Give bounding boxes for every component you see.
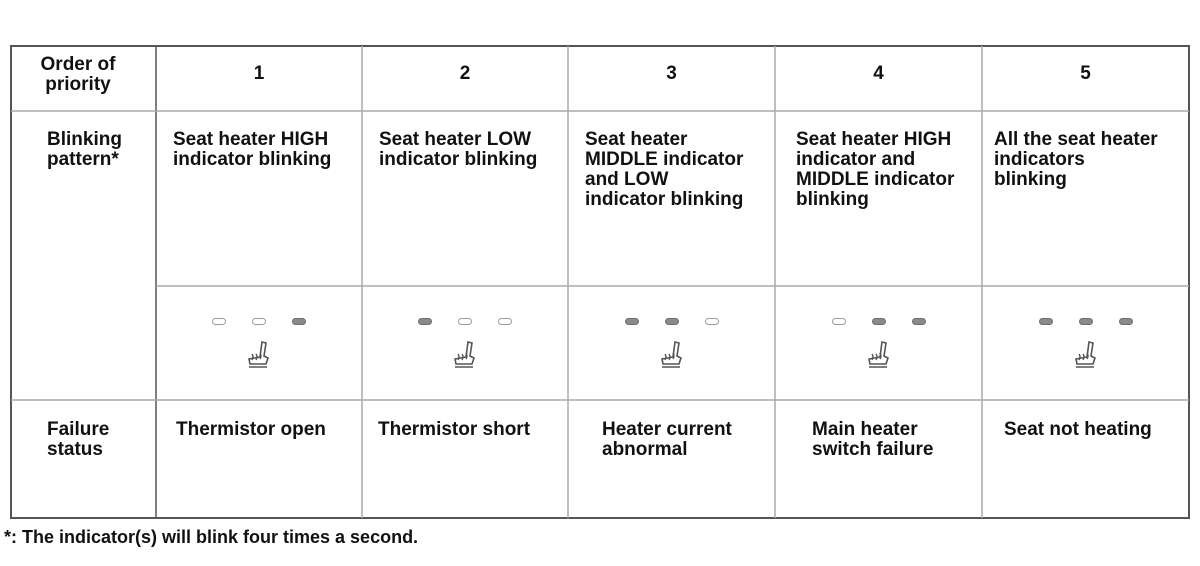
- seat-heater-icon: [866, 340, 892, 370]
- priority-1: 1: [253, 63, 265, 84]
- footnote: *: The indicator(s) will blink four times a second.: [4, 527, 419, 547]
- failure-2-text: Thermistor short: [378, 419, 531, 440]
- seat-heater-icon: [246, 340, 272, 370]
- indicator-lamp-3-2: [665, 318, 679, 325]
- indicator-lamp-1-1: [212, 318, 226, 325]
- pattern-5-text: All the seat heater indicators blinking: [994, 129, 1158, 190]
- indicator-lamp-5-3: [1119, 318, 1133, 325]
- failure-5-text: Seat not heating: [1004, 419, 1152, 440]
- priority-header: Order of priority: [40, 54, 116, 95]
- seat-heater-icon: [1073, 340, 1099, 370]
- failure-1-text: Thermistor open: [176, 419, 326, 440]
- indicator-lamp-3-3: [705, 318, 719, 325]
- seat-heater-icon: [659, 340, 685, 370]
- indicator-lamp-5-2: [1079, 318, 1093, 325]
- pattern-3-text: Seat heater MIDDLE indicator and LOW indicator blinking: [585, 129, 744, 210]
- priority-3: 3: [666, 63, 677, 84]
- indicator-lamp-2-3: [498, 318, 512, 325]
- indicator-lamp-1-2: [252, 318, 266, 325]
- pattern-2-text: Seat heater LOW indicator blinking: [379, 129, 538, 170]
- indicator-lamp-4-2: [872, 318, 886, 325]
- failure-status-label: Failure status: [47, 419, 110, 460]
- pattern-4-text: Seat heater HIGH indicator and MIDDLE indicator blinking: [796, 129, 955, 210]
- indicator-lamp-2-2: [458, 318, 472, 325]
- indicator-lamp-4-3: [912, 318, 926, 325]
- pattern-1-text: Seat heater HIGH indicator blinking: [173, 129, 332, 170]
- indicator-lamp-3-1: [625, 318, 639, 325]
- indicator-lamp-2-1: [418, 318, 432, 325]
- priority-5: 5: [1080, 63, 1091, 84]
- indicator-lamp-4-1: [832, 318, 846, 325]
- blinking-pattern-label: Blinking pattern*: [47, 129, 122, 170]
- failure-3-text: Heater current abnormal: [602, 419, 732, 460]
- priority-2: 2: [459, 63, 471, 84]
- indicator-lamp-1-3: [292, 318, 306, 325]
- seat-heater-icon: [452, 340, 478, 370]
- indicator-lamp-5-1: [1039, 318, 1053, 325]
- failure-4-text: Main heater switch failure: [812, 419, 934, 460]
- priority-4: 4: [873, 63, 884, 84]
